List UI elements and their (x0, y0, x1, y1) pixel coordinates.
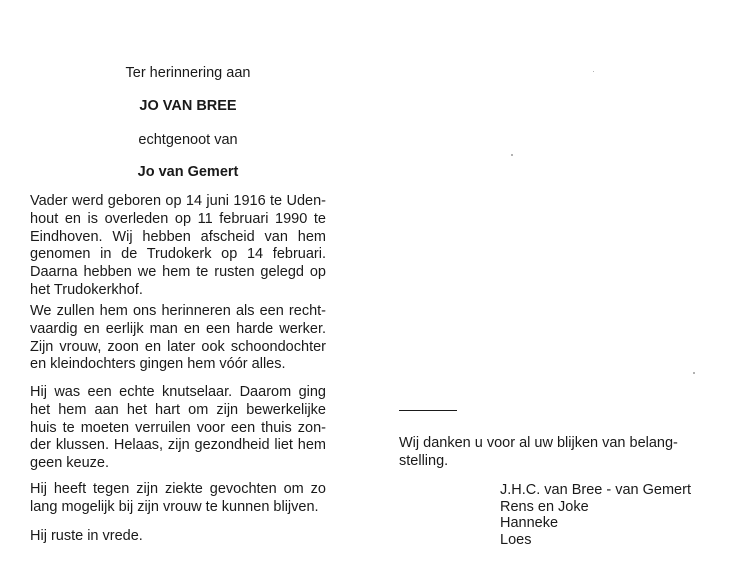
deceased-name: JO VAN BREE (139, 98, 237, 114)
paragraph-illness (30, 481, 326, 517)
text-line: Vader werd geboren op 14 juni 1916 te Uden- (30, 193, 326, 209)
text-line: geen keuze. (30, 455, 110, 472)
text-line: huis te moeten verruilen voor een thuis zon- (30, 419, 326, 436)
text-line: vaardig en eerlijk man en een harde werker. (30, 320, 326, 337)
text-line: Zijn vrouw, zoon en later ook schoondochter (30, 338, 326, 355)
text-line: We zullen hem ons herinneren als een recht- (30, 303, 326, 319)
spouse-name: Jo van Gemert (137, 164, 239, 180)
text-line: Hij was een echte knutselaar. Daarom ging (30, 384, 326, 400)
text-line: Daarna hebben we hem te rusten gelegd op (30, 264, 326, 281)
paper-speck (511, 154, 513, 156)
text-line: Eindhoven. Wij hebben afscheid van hem (30, 228, 326, 245)
text-line: het Trudokerkhof. (30, 281, 143, 298)
paragraph-remembrance (30, 303, 326, 374)
paragraph-rest-in-peace (30, 528, 326, 546)
paper-speck (593, 71, 594, 72)
paragraph-biography (30, 193, 326, 300)
text-line: Wij danken u voor al uw blijken van belang- (399, 435, 678, 451)
paper-speck (693, 372, 695, 374)
family-member: Hanneke (500, 515, 559, 531)
family-member: J.H.C. van Bree - van Gemert (500, 482, 691, 498)
text-line: Hij heeft tegen zijn ziekte gevochten om zo (30, 481, 326, 497)
family-signatures (500, 482, 691, 548)
paragraph-hobby (30, 384, 326, 473)
intro-text: Ter herinnering aan (125, 65, 251, 81)
divider-line (399, 410, 457, 411)
text-line: en kleindochters gingen hem vóór alles. (30, 356, 286, 373)
family-member: Loes (500, 531, 532, 548)
text-line: stelling. (399, 453, 449, 469)
text-line: het hem aan het hart om zijn bewerkelijke (30, 401, 326, 418)
text-line: lang mogelijk bij zijn vrouw te kunnen blijven. (30, 498, 319, 515)
text-line: hout en is overleden op 11 februari 1990 te (30, 210, 326, 227)
thanks-text (399, 434, 691, 470)
relation-text: echtgenoot van (138, 132, 238, 148)
family-member: Rens en Joke (500, 498, 589, 515)
text-line: der klussen. Helaas, zijn gezondheid liet hem (30, 437, 326, 454)
text-line: genomen in de Trudokerk op 14 februari. (30, 246, 326, 263)
text-line: Hij ruste in vrede. (30, 528, 143, 544)
